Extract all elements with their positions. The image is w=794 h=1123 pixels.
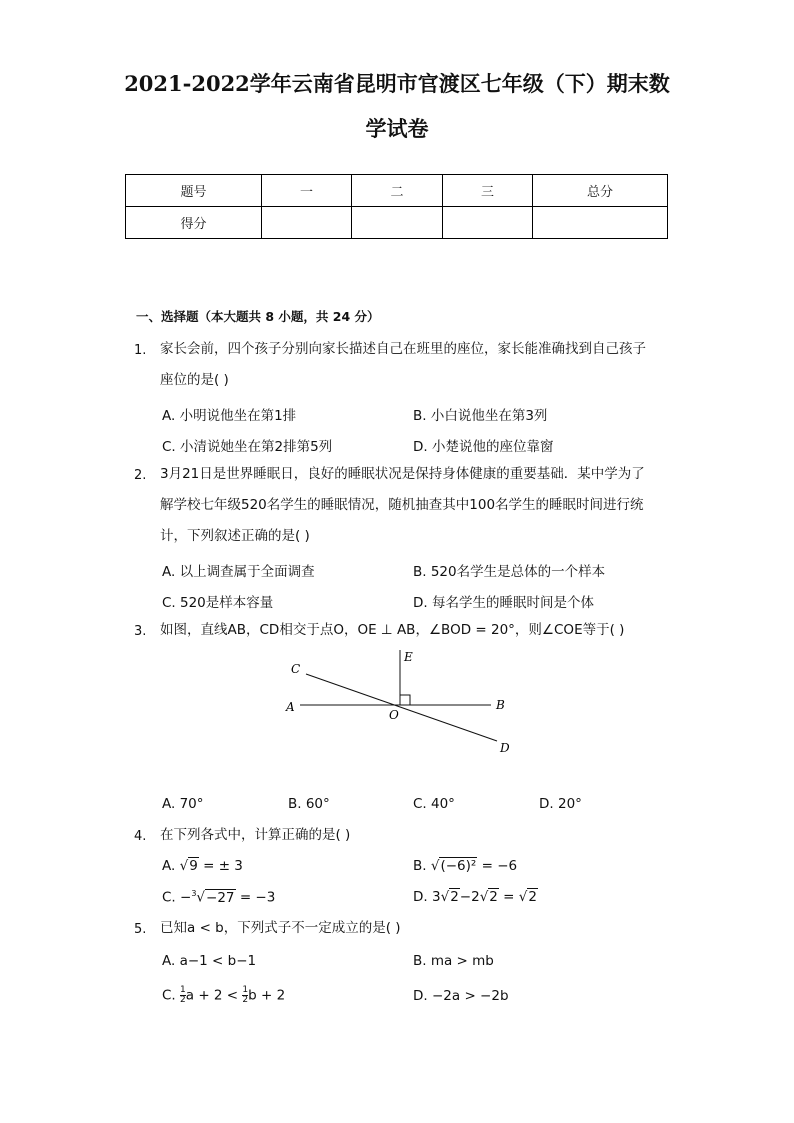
score-header-cell: 三 bbox=[443, 175, 533, 207]
root-index: 3 bbox=[191, 889, 197, 898]
fraction: $\frac{1}{2}$ bbox=[242, 985, 249, 1005]
question-number: 4. bbox=[134, 829, 147, 844]
option-label: C. bbox=[162, 987, 176, 1004]
option-label: A. bbox=[162, 858, 176, 874]
option-d[interactable]: D. 每名学生的睡眠时间是个体 bbox=[413, 595, 594, 611]
option-c[interactable]: C. −$^3$√−27 = −3 bbox=[162, 889, 276, 906]
option-prefix: − bbox=[180, 889, 192, 906]
option-b[interactable]: B. ma > mb bbox=[413, 953, 494, 969]
question-text: 座位的是( ) bbox=[160, 372, 229, 388]
label-b: B bbox=[496, 698, 505, 712]
label-c: C bbox=[291, 662, 301, 676]
option-label: D. bbox=[413, 889, 428, 905]
question-number: 1. bbox=[134, 343, 147, 358]
question-number: 2. bbox=[134, 468, 147, 483]
option-rest: = ± 3 bbox=[198, 858, 243, 874]
option-mid: a + 2 < bbox=[185, 987, 243, 1004]
option-d[interactable]: D. 小楚说他的座位靠窗 bbox=[413, 439, 554, 455]
option-c[interactable]: C. 小清说她坐在第2排第5列 bbox=[162, 439, 333, 455]
option-mid: −2 bbox=[459, 889, 480, 905]
label-d: D bbox=[500, 741, 510, 755]
page-title: 2021-2022学年云南省昆明市官渡区七年级（下）期末数 bbox=[124, 71, 670, 96]
option-rest: = −6 bbox=[477, 858, 518, 874]
option-d[interactable]: D. 3√2−2√2 = √2 bbox=[413, 889, 537, 905]
label-e: E bbox=[404, 650, 413, 664]
question-number: 5. bbox=[134, 922, 147, 937]
radicand: 2 bbox=[528, 889, 537, 905]
option-a[interactable]: A. √9 = ± 3 bbox=[162, 858, 243, 874]
score-header-cell: 题号 bbox=[126, 175, 262, 207]
option-b[interactable]: B. 520名学生是总体的一个样本 bbox=[413, 564, 606, 580]
label-a: A bbox=[286, 700, 295, 714]
section-heading: 一、选择题（本大题共 8 小题，共 24 分） bbox=[136, 309, 380, 324]
option-c[interactable]: C. 520是样本容量 bbox=[162, 595, 274, 611]
radicand: 2 bbox=[489, 889, 498, 905]
option-b[interactable]: B. 小白说他坐在第3列 bbox=[413, 408, 548, 424]
score-row-label: 得分 bbox=[126, 207, 262, 239]
option-a[interactable]: A. 小明说他坐在第1排 bbox=[162, 408, 297, 424]
question-text: 计，下列叙述正确的是( ) bbox=[160, 528, 310, 544]
option-b[interactable]: B. 60° bbox=[288, 796, 330, 812]
right-angle-mark bbox=[400, 695, 410, 705]
question-text: 3月21日是世界睡眠日，良好的睡眠状况是保持身体健康的重要基础．某中学为了 bbox=[160, 466, 645, 482]
question-text: 家长会前，四个孩子分别向家长描述自己在班里的座位，家长能准确找到自己孩子 bbox=[160, 341, 646, 357]
line-cd bbox=[306, 674, 497, 741]
radicand: −27 bbox=[206, 889, 235, 906]
label-o: O bbox=[389, 708, 399, 722]
score-header-cell: 总分 bbox=[533, 175, 668, 207]
option-label: B. bbox=[413, 858, 427, 874]
question-text: 已知a < b，下列式子不一定成立的是( ) bbox=[160, 920, 401, 936]
option-d[interactable]: D. −2a > −2b bbox=[413, 988, 509, 1004]
option-d[interactable]: D. 20° bbox=[539, 796, 582, 812]
radicand: 9 bbox=[189, 858, 198, 874]
option-rest: = −3 bbox=[235, 889, 276, 906]
radicand: 2 bbox=[450, 889, 459, 905]
option-b[interactable]: B. √(−6)² = −6 bbox=[413, 858, 518, 874]
radicand: (−6)² bbox=[440, 858, 477, 874]
question-text: 解学校七年级520名学生的睡眠情况，随机抽查其中100名学生的睡眠时间进行统 bbox=[160, 497, 644, 513]
question-text: 在下列各式中，计算正确的是( ) bbox=[160, 827, 351, 843]
question-text: 如图，直线AB，CD相交于点O，OE ⊥ AB，∠BOD = 20°，则∠COE等于( ) bbox=[160, 622, 625, 638]
option-eq: = bbox=[498, 889, 519, 905]
option-a[interactable]: A. a−1 < b−1 bbox=[162, 953, 257, 969]
option-prefix: 3 bbox=[431, 889, 441, 905]
fraction: $\frac{1}{2}$ bbox=[180, 985, 186, 1005]
option-rest: b + 2 bbox=[248, 987, 286, 1004]
option-label: C. bbox=[162, 889, 176, 906]
score-header-cell: 二 bbox=[352, 175, 443, 207]
score-header-cell: 一 bbox=[262, 175, 352, 207]
question-number: 3. bbox=[134, 624, 147, 639]
page-title-line2: 学试卷 bbox=[365, 116, 429, 141]
option-a[interactable]: A. 70° bbox=[162, 796, 204, 812]
option-c[interactable]: C. 40° bbox=[413, 796, 455, 812]
option-a[interactable]: A. 以上调查属于全面调查 bbox=[162, 564, 315, 580]
option-c[interactable] bbox=[162, 986, 285, 1005]
